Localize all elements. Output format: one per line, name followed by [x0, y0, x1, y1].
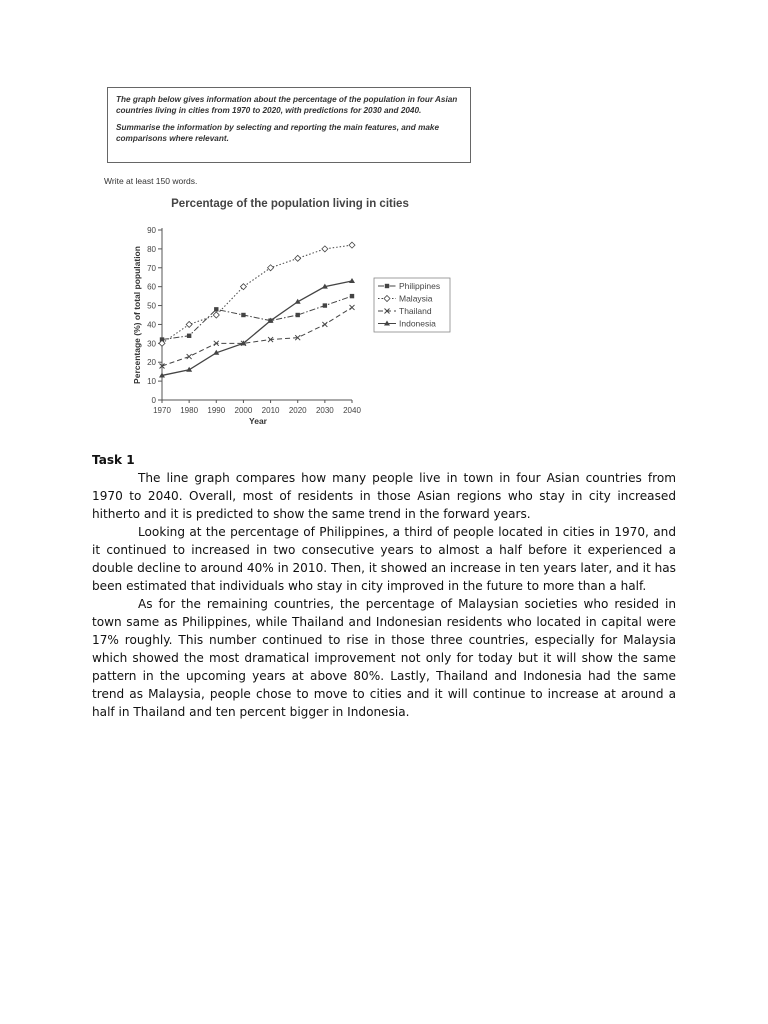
x-tick-label: 1970 [153, 406, 171, 415]
essay-heading: Task 1 [92, 453, 135, 467]
prompt-description: The graph below gives information about the percentage of the population in four Asian countries living in cities from 1970 to 2020, with predictions for 2030 and 2040. [116, 95, 458, 115]
data-point-x [350, 305, 355, 310]
data-point-square [296, 313, 300, 317]
series-malaysia [159, 242, 355, 346]
y-tick-label: 80 [147, 244, 156, 254]
x-tick-label: 2010 [261, 406, 280, 415]
data-point-x [187, 354, 192, 359]
legend-label-indonesia: Indonesia [399, 318, 436, 329]
chart-title: Percentage of the population living in cities [171, 198, 409, 210]
y-axis-label: Percentage (%) of total population [132, 246, 142, 384]
essay-paragraph-2: Looking at the percentage of Philippines, a third of people located in cities in 1970, and it continued to increased in two consecutive years to almost a half before it experienced a double decline to around 40% in 2010. Then, it showed an increase in ten years later, and it has been estimated that individuals who stay in city improved in the future to more than a half. [92, 525, 676, 593]
essay-paragraph-3: As for the remaining countries, the percentage of Malaysian societies who resided in town same as Philippines, while Thailand and Indonesian residents who located in capital were 17% roughly. This number continued to rise in those three countries, especially for Malaysia which showed the most dramatical improvement not only for today but it will show the same pattern in the upcoming years at above 80%. Lastly, Thailand and Indonesia had the same trend as Malaysia, people chose to move to cities and it will continue to increase at around a half in Thailand and ten percent bigger in Indonesia. [92, 597, 676, 719]
data-point-square [241, 313, 245, 317]
data-point-diamond [213, 312, 219, 318]
series-indonesia [159, 278, 355, 377]
essay [92, 451, 676, 721]
y-tick-label: 60 [147, 282, 156, 292]
data-point-triangle [349, 278, 355, 283]
y-tick-label: 40 [147, 320, 156, 330]
data-point-square [187, 334, 191, 338]
chart-axes [147, 226, 361, 415]
x-tick-label: 2020 [288, 406, 307, 415]
x-axis-label: Year [249, 416, 267, 426]
x-tick-label: 1990 [207, 406, 226, 415]
y-tick-label: 70 [147, 263, 156, 273]
x-tick-label: 2030 [315, 406, 334, 415]
series-line-philippines [162, 296, 352, 339]
x-tick-label: 2040 [343, 406, 361, 415]
y-tick-label: 50 [147, 301, 156, 311]
data-point-square [350, 294, 354, 298]
data-point-square [385, 284, 389, 288]
legend-label-philippines: Philippines [399, 281, 441, 291]
series-layer [159, 242, 355, 377]
data-point-diamond [268, 265, 274, 271]
data-point-diamond [322, 246, 328, 252]
data-point-diamond [295, 255, 301, 261]
series-line-malaysia [162, 245, 352, 343]
word-count-note: Write at least 150 words. [104, 176, 198, 186]
data-point-diamond [186, 321, 192, 327]
data-point-diamond [349, 242, 355, 248]
task-prompt-box [107, 87, 471, 163]
data-point-square [323, 303, 327, 307]
y-tick-label: 30 [147, 339, 156, 349]
y-tick-label: 90 [147, 226, 156, 235]
x-tick-label: 2000 [234, 406, 253, 415]
series-philippines [160, 294, 354, 342]
y-tick-label: 20 [147, 358, 156, 368]
y-tick-label: 0 [151, 396, 156, 405]
x-tick-label: 1980 [180, 406, 199, 415]
legend-label-thailand: Thailand [399, 306, 432, 316]
legend-label-malaysia: Malaysia [399, 293, 433, 304]
series-line-indonesia [162, 281, 352, 375]
data-point-triangle [186, 367, 192, 372]
data-point-x [322, 322, 327, 327]
essay-paragraph-1: The line graph compares how many people live in town in four Asian countries from 1970 to 2040. Overall, most of residents in those Asian regions who stay in city increased hitherto and it is predicted to show the same trend in the forward years. [92, 471, 676, 521]
chart-legend [374, 278, 450, 332]
line-chart [120, 190, 470, 430]
data-point-square [214, 307, 218, 311]
prompt-instruction: Summarise the information by selecting and reporting the main features, and make comparisons where relevant. [116, 123, 440, 143]
y-tick-label: 10 [147, 377, 156, 387]
